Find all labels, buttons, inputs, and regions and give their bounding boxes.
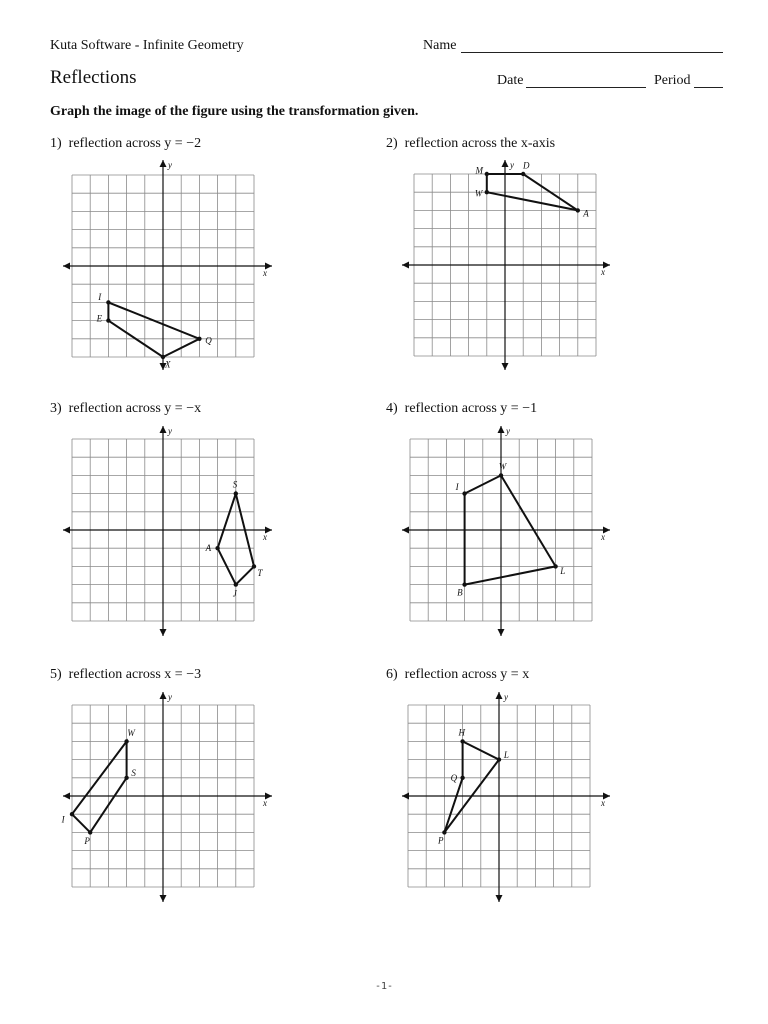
problem-5-graph[interactable] — [58, 690, 278, 904]
x-axis-label: x — [263, 268, 267, 278]
vertex-point — [124, 776, 128, 780]
vertex-label: J — [232, 588, 237, 599]
x-axis-arrow-left — [63, 527, 70, 534]
problem-6-graph[interactable] — [396, 690, 616, 904]
vertex-point — [460, 739, 464, 743]
vertex-label: S — [131, 768, 136, 779]
problem-text: reflection across — [68, 667, 161, 682]
problem-equation: y = −2 — [164, 136, 202, 151]
vertex-label: L — [560, 566, 566, 577]
problem-5-prompt — [50, 667, 201, 683]
y-axis-label: y — [168, 426, 172, 436]
y-axis-arrow-up — [496, 692, 503, 699]
vertex-label: Q — [205, 335, 212, 346]
vertex-label: H — [458, 727, 465, 738]
vertex-label: P — [84, 835, 90, 846]
vertex-label: D — [523, 160, 530, 171]
y-axis-label: y — [168, 692, 172, 702]
vertex-label: P — [437, 835, 444, 846]
x-axis-arrow-left — [63, 793, 70, 800]
y-axis-label: y — [506, 426, 510, 436]
problem-text: reflection across — [68, 401, 161, 416]
vertex-label: L — [503, 750, 509, 761]
y-axis-arrow-down — [496, 895, 503, 902]
figure-polygon — [444, 741, 499, 832]
vertex-point — [234, 491, 238, 495]
date-blank[interactable] — [526, 87, 646, 88]
vertex-point — [124, 739, 128, 743]
problem-1-graph[interactable] — [58, 158, 278, 372]
problem-number: 4) — [386, 401, 398, 416]
problem-equation: y = x — [500, 667, 530, 682]
y-axis-arrow-down — [160, 629, 167, 636]
vertex-point — [462, 491, 466, 495]
problem-number: 6) — [386, 667, 398, 682]
figure-polygon — [108, 302, 199, 357]
vertex-point — [215, 546, 219, 550]
problem-text: reflection across — [68, 136, 161, 151]
vertex-label: W — [474, 188, 483, 199]
x-axis-arrow-left — [402, 262, 409, 269]
vertex-label: A — [583, 208, 589, 219]
problem-number: 5) — [50, 667, 62, 682]
y-axis-arrow-up — [502, 160, 509, 167]
vertex-point — [234, 582, 238, 586]
problem-2-graph[interactable] — [396, 158, 616, 372]
problem-3-prompt — [50, 401, 201, 417]
vertex-label: E — [96, 313, 103, 324]
vertex-label: A — [205, 543, 212, 554]
problem-equation: y = −1 — [500, 401, 538, 416]
y-axis-label: y — [168, 160, 172, 170]
vertex-point — [462, 582, 466, 586]
name-label: Name — [423, 38, 457, 53]
y-axis-arrow-up — [160, 160, 167, 167]
page-number: -1- — [374, 981, 394, 992]
problem-number: 2) — [386, 136, 398, 151]
problem-1-prompt — [50, 136, 201, 152]
date-label: Date — [497, 73, 524, 88]
x-axis-label: x — [601, 798, 605, 808]
vertex-point — [442, 830, 446, 834]
problem-text: reflection across the x-axis — [404, 136, 556, 151]
problem-6-prompt — [386, 667, 529, 683]
period-label: Period — [654, 73, 691, 88]
problem-2-prompt — [386, 136, 555, 152]
vertex-label: X — [164, 359, 171, 370]
vertex-point — [499, 473, 503, 477]
publisher-name: Kuta Software - Infinite Geometry — [50, 38, 244, 53]
problem-3-graph[interactable] — [58, 424, 278, 638]
name-blank[interactable] — [461, 52, 723, 53]
problem-equation: x = −3 — [164, 667, 202, 682]
y-axis-arrow-up — [498, 426, 505, 433]
vertex-point — [88, 830, 92, 834]
x-axis-arrow-left — [402, 793, 409, 800]
problem-number: 3) — [50, 401, 62, 416]
page-title: Reflections — [50, 67, 137, 88]
x-axis-arrow-left — [402, 527, 409, 534]
vertex-point — [106, 300, 110, 304]
vertex-point — [553, 564, 557, 568]
vertex-point — [485, 172, 489, 176]
vertex-label: W — [498, 461, 507, 472]
problem-equation: y = −x — [164, 401, 202, 416]
vertex-point — [252, 564, 256, 568]
vertex-label: T — [257, 567, 263, 578]
y-axis-arrow-up — [160, 426, 167, 433]
x-axis-arrow-left — [63, 263, 70, 270]
vertex-point — [106, 318, 110, 322]
y-axis-arrow-down — [160, 895, 167, 902]
vertex-label: I — [61, 814, 65, 825]
vertex-point — [497, 757, 501, 761]
vertex-label: I — [98, 292, 102, 302]
vertex-label: Q — [450, 772, 458, 783]
figure-polygon — [72, 741, 127, 832]
y-axis-arrow-down — [498, 629, 505, 636]
vertex-point — [197, 337, 201, 341]
problem-4-prompt — [386, 401, 537, 417]
x-axis-label: x — [601, 267, 605, 277]
problem-text: reflection across — [404, 401, 497, 416]
problem-number: 1) — [50, 136, 62, 151]
vertex-label: S — [232, 479, 238, 490]
y-axis-label: y — [504, 692, 508, 702]
y-axis-label: y — [510, 160, 514, 170]
problem-text: reflection across — [404, 667, 497, 682]
vertex-point — [460, 776, 464, 780]
x-axis-label: x — [601, 532, 605, 542]
vertex-label: W — [127, 728, 135, 739]
y-axis-arrow-up — [160, 692, 167, 699]
vertex-point — [70, 812, 74, 816]
instructions: Graph the image of the figure using the transformation given. — [50, 104, 419, 119]
x-axis-label: x — [263, 532, 267, 542]
vertex-point — [576, 208, 580, 212]
problem-4-graph[interactable] — [396, 424, 616, 638]
y-axis-arrow-down — [502, 363, 509, 370]
x-axis-label: x — [263, 798, 267, 808]
vertex-point — [485, 190, 489, 194]
period-blank[interactable] — [694, 87, 723, 88]
vertex-label: B — [457, 587, 463, 598]
vertex-point — [521, 172, 525, 176]
vertex-label: M — [475, 165, 484, 176]
vertex-label: I — [455, 481, 459, 492]
